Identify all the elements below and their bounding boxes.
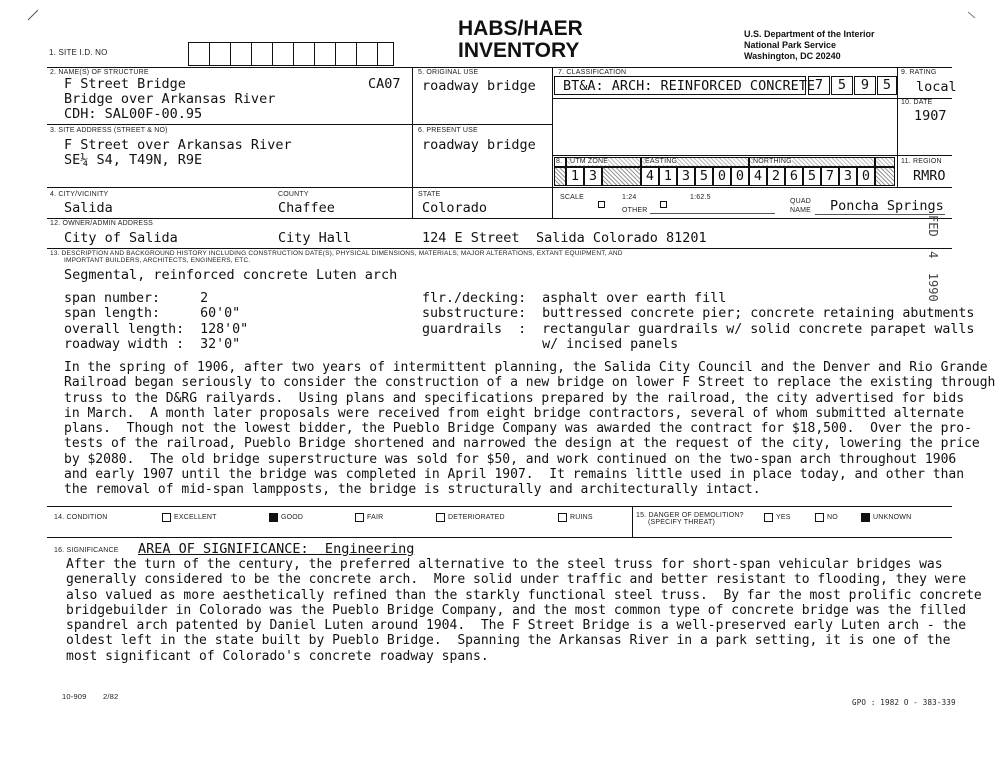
- specs-left: [64, 291, 248, 352]
- quad-name-label: NAME: [790, 207, 812, 214]
- spec-line: overall length: 128'0": [64, 321, 249, 337]
- demolition-sublabel: (SPECIFY THREAT): [648, 519, 715, 526]
- condition-excellent-checkbox[interactable]: [162, 513, 171, 522]
- classification-code-cell: 7: [808, 76, 830, 95]
- classification-label: 7. CLASSIFICATION: [558, 69, 627, 76]
- agency-line3: Washington, DC 20240: [744, 51, 841, 61]
- gpo-notice: GPO : 1982 O - 383-339: [852, 698, 956, 707]
- owner-city: Salida Colorado 81201: [536, 230, 707, 246]
- significance-paragraph: [66, 557, 982, 664]
- spec-line: w/ incised panels: [422, 336, 679, 352]
- classification-value: BT&A: ARCH: REINFORCED CONCRETE: [563, 78, 815, 94]
- region-label: 11. REGION: [901, 158, 942, 165]
- spec-line: flr./decking: asphalt over earth fill: [422, 291, 727, 306]
- spec-line: roadway width : 32'0": [64, 336, 241, 352]
- utm-northing-digit: 3: [839, 167, 857, 186]
- utm-easting-digit: 4: [641, 167, 659, 186]
- condition-excellent-label: EXCELLENT: [174, 514, 217, 521]
- utm-northing-digit: 6: [785, 167, 803, 186]
- date-value: 1907: [914, 108, 947, 124]
- scale-checkbox-24[interactable]: [598, 201, 605, 208]
- spec-line: span number: 2: [64, 291, 209, 306]
- scale-label: SCALE: [560, 194, 584, 201]
- history-line: by $2080. The old bridge superstructure was sold for $50, and work continued on the two-span arch throughout 1906: [64, 451, 957, 467]
- city-label: 4. CITY/VICINITY: [50, 191, 109, 198]
- demolition-no-label: NO: [827, 514, 838, 521]
- owner-name: City of Salida: [64, 230, 178, 246]
- significance-line: most significant of Colorado's concrete roadway spans.: [66, 648, 489, 664]
- classification-code-cell: 9: [854, 76, 876, 95]
- utm-northing-label: NORTHING: [753, 158, 792, 165]
- utm-block: [552, 156, 897, 187]
- site-id-label: 1. SITE I.D. NO: [49, 48, 108, 57]
- quad-label: QUAD: [790, 198, 812, 205]
- utm-northing-digit: 0: [857, 167, 875, 186]
- condition-fair-checkbox[interactable]: [355, 513, 364, 522]
- demolition-yes-checkbox[interactable]: [764, 513, 773, 522]
- rating-label: 9. RATING: [901, 69, 937, 76]
- utm-easting-digit: 0: [731, 167, 749, 186]
- utm-zone-label: UTM ZONE: [570, 158, 609, 165]
- demolition-unknown-checkbox[interactable]: [861, 513, 870, 522]
- scale-option-24: 1:24: [622, 194, 637, 201]
- structure-name-label: 2. NAME(S) OF STRUCTURE: [50, 69, 149, 76]
- condition-label: 14. CONDITION: [54, 514, 108, 521]
- utm-northing-digit: 7: [821, 167, 839, 186]
- spec-line: substructure: buttressed concrete pier; concrete retaining abutments: [422, 306, 975, 322]
- significance-line: bridgebuilder in Colorado was the Pueblo Bridge Company, and the most common type of concrete bridge was the filled: [66, 602, 967, 618]
- original-use-value: roadway bridge: [422, 78, 536, 94]
- corner-mark-icon: [26, 8, 40, 22]
- history-line: In the spring of 1906, after two years of intermittent planning, the Salida City Council and the Denver and Rio Grande: [64, 360, 988, 375]
- structure-name-line2: Bridge over Arkansas River: [64, 91, 276, 107]
- structure-code: CA07: [368, 76, 401, 92]
- city-value: Salida: [64, 200, 113, 216]
- form-title-line1: HABS/HAER: [458, 17, 583, 40]
- present-use-value: roadway bridge: [422, 137, 536, 153]
- utm-northing-digit: 2: [767, 167, 785, 186]
- history-line: Railroad began seriously to consider the construction of a new bridge on lower F Street to replace the existing through: [64, 375, 996, 391]
- county-value: Chaffee: [278, 200, 335, 216]
- utm-zone-digit: 3: [584, 167, 602, 186]
- history-paragraph: [64, 360, 995, 498]
- agency-line1: U.S. Department of the Interior: [744, 29, 875, 39]
- history-line: in March. A month later proposals were received from eight bridge contractors, several of whom submitted alternate: [64, 405, 965, 421]
- significance-line: After the turn of the century, the preferred alternative to the steel truss for short-span vehicular bridges was: [66, 557, 943, 572]
- site-address-line1: F Street over Arkansas River: [64, 137, 292, 153]
- demolition-unknown-label: UNKNOWN: [873, 514, 912, 521]
- quad-value: Poncha Springs: [830, 198, 944, 214]
- history-line: truss to the D&RG railyards. Using plans and specifications prepared by the railroad, the city advertised for bids: [64, 390, 965, 406]
- demolition-yes-label: YES: [776, 514, 791, 521]
- spec-line: span length: 60'0": [64, 306, 241, 322]
- utm-easting-digit: 5: [695, 167, 713, 186]
- state-value: Colorado: [422, 200, 488, 216]
- utm-northing-digit: 4: [749, 167, 767, 186]
- condition-deteriorated-checkbox[interactable]: [436, 513, 445, 522]
- received-stamp: FED 4 1990: [926, 215, 940, 302]
- significance-line: oldest left in the state built by Pueblo Bridge. Spanning the Arkansas River in a park setting, it is one of the: [66, 633, 951, 649]
- scale-checkbox-62[interactable]: [660, 201, 667, 208]
- site-address-label: 3. SITE ADDRESS (STREET & NO): [50, 127, 168, 134]
- date-label: 10. DATE: [901, 99, 933, 106]
- region-value: RMRO: [913, 168, 946, 184]
- history-line: tests of the railroad, Pueblo Bridge shortened and narrowed the design at the request of the city, lowering the price: [64, 436, 980, 452]
- specs-right: [422, 291, 974, 352]
- structure-name-line3: CDH: SAL00F-00.95: [64, 106, 203, 122]
- state-label: STATE: [418, 191, 441, 198]
- condition-good-checkbox[interactable]: [269, 513, 278, 522]
- utm-easting-digit: 3: [677, 167, 695, 186]
- county-label: COUNTY: [278, 191, 309, 198]
- description-summary: Segmental, reinforced concrete Luten arch: [64, 267, 398, 283]
- owner-street: 124 E Street: [422, 230, 520, 246]
- significance-line: spandrel arch patented by Daniel Luten around 1904. The F Street Bridge is a well-preserved early Luten arch - the: [66, 618, 967, 634]
- demolition-no-checkbox[interactable]: [815, 513, 824, 522]
- classification-code-cell: 5: [877, 76, 897, 95]
- utm-easting-digit: 0: [713, 167, 731, 186]
- significance-label: 16. SIGNIFICANCE: [54, 547, 119, 554]
- utm-number: 8.: [556, 158, 563, 165]
- significance-heading: AREA OF SIGNIFICANCE: Engineering: [138, 541, 415, 557]
- site-address-line2: SE¼ S4, T49N, R9E: [64, 152, 203, 168]
- scale-option-62: 1:62.5: [690, 194, 711, 201]
- description-label-line1: 13. DESCRIPTION AND BACKGROUND HISTORY INCLUDING CONSTRUCTION DATE(S), PHYSICAL DIMENSIONS, MATERIALS, MAJOR ALTERATIONS, EXTANT EQUIPMENT, AND: [50, 250, 623, 257]
- spec-line: guardrails : rectangular guardrails w/ solid concrete parapet walls: [422, 321, 975, 337]
- utm-easting-digit: 1: [659, 167, 677, 186]
- form-title: [458, 18, 583, 62]
- demolition-label: 15. DANGER OF DEMOLITION?: [636, 512, 744, 519]
- history-line: the removal of mid-span lampposts, the bridge is structurally and architecturally intact.: [64, 482, 761, 498]
- significance-line: also valued as more aesthetically refined than the starkly functional steel truss. By far the most prolific concrete: [66, 587, 982, 603]
- utm-easting-label: EASTING: [645, 158, 678, 165]
- classification-code-cell: 5: [831, 76, 853, 95]
- owner-office: City Hall: [278, 230, 352, 246]
- history-line: plans. Though not the lowest bidder, the Pueblo Bridge Company was awarded the contract for $18,500. Over the pro-: [64, 421, 972, 437]
- present-use-label: 6. PRESENT USE: [418, 127, 478, 134]
- form-number: 10-909: [62, 692, 87, 701]
- agency-block: [744, 29, 875, 62]
- scale-other-label: OTHER: [622, 207, 648, 214]
- rating-value: local: [916, 79, 957, 95]
- condition-good-label: GOOD: [281, 514, 304, 521]
- original-use-label: 5. ORIGINAL USE: [418, 69, 479, 76]
- utm-northing-digit: 5: [803, 167, 821, 186]
- history-line: and early 1907 until the bridge was completed in April 1907. It remains little used in place today, and other than: [64, 467, 965, 483]
- condition-ruins-checkbox[interactable]: [558, 513, 567, 522]
- structure-name-line1: F Street Bridge: [64, 76, 186, 92]
- corner-mark-icon: [966, 10, 980, 22]
- agency-line2: National Park Service: [744, 40, 837, 50]
- owner-label: 12. OWNER/ADMIN ADDRESS: [50, 220, 154, 227]
- description-label-line2: IMPORTANT BUILDERS, ARCHITECTS, ENGINEERS, ETC.: [64, 257, 251, 264]
- form-title-line2: INVENTORY: [458, 39, 580, 62]
- form-date: 2/82: [103, 692, 119, 701]
- condition-fair-label: FAIR: [367, 514, 384, 521]
- utm-zone-digit: 1: [566, 167, 584, 186]
- condition-ruins-label: RUINS: [570, 514, 593, 521]
- condition-deteriorated-label: DETERIORATED: [448, 514, 505, 521]
- significance-line: generally considered to be the concrete arch. More solid under traffic and better resistant to flooding, they were: [66, 572, 967, 588]
